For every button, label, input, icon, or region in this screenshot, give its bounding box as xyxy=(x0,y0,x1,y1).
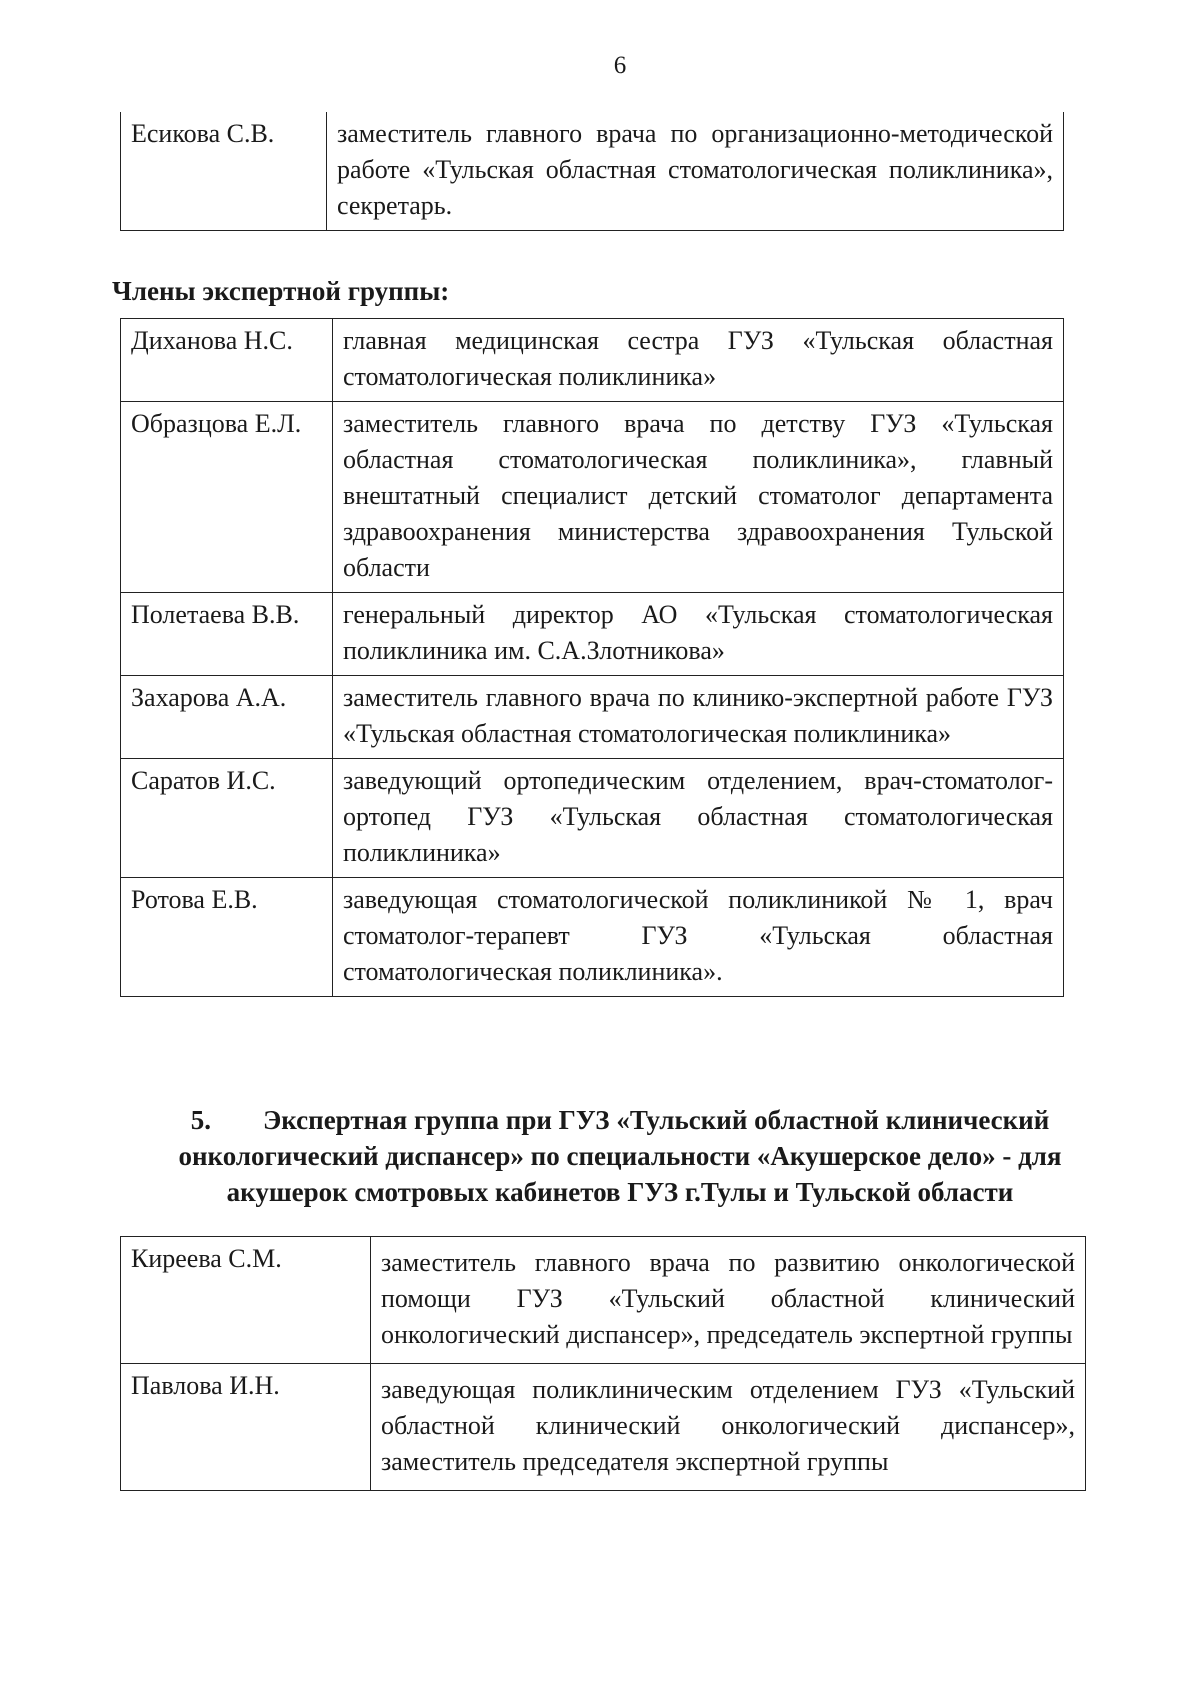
member-position: заместитель главного врача по организационно-методической работе «Тульская областная стоматологическая поликлиника», секретарь. xyxy=(327,112,1064,231)
member-position: заместитель главного врача по детству ГУЗ «Тульская областная стоматологическая поликлиника», главный внештатный специалист детский стоматолог департамента здравоохранения министерства здравоохранения Тульской области xyxy=(333,402,1064,593)
member-name: Павлова И.Н. xyxy=(121,1364,371,1491)
table-row xyxy=(121,402,1064,593)
section-5-table xyxy=(120,1236,1086,1491)
member-name: Полетаева В.В. xyxy=(121,593,333,676)
secretary-table xyxy=(120,112,1064,231)
table-row xyxy=(121,1364,1086,1491)
table-row xyxy=(121,1237,1086,1364)
page-number: 6 xyxy=(613,52,627,79)
member-name: Диханова Н.С. xyxy=(121,319,333,402)
section-number: 5. xyxy=(190,1105,211,1135)
table-row xyxy=(121,759,1064,878)
member-position: генеральный директор АО «Тульская стоматологическая поликлиника им. С.А.Злотникова» xyxy=(333,593,1064,676)
table-row xyxy=(121,593,1064,676)
member-name: Захарова А.А. xyxy=(121,676,333,759)
member-name: Киреева С.М. xyxy=(121,1237,371,1364)
table-row xyxy=(121,319,1064,402)
member-position: заведующий ортопедическим отделением, врач-стоматолог-ортопед ГУЗ «Тульская областная стоматологическая поликлиника» xyxy=(333,759,1064,878)
member-name: Саратов И.С. xyxy=(121,759,333,878)
members-table xyxy=(120,318,1064,997)
member-position: главная медицинская сестра ГУЗ «Тульская областная стоматологическая поликлиника» xyxy=(333,319,1064,402)
member-position: заместитель главного врача по развитию онкологической помощи ГУЗ «Тульский областной клинический онкологический диспансер», председатель экспертной группы xyxy=(371,1237,1086,1364)
member-position: заведующая стоматологической поликлиникой № 1, врач стоматолог-терапевт ГУЗ «Тульская областная стоматологическая поликлиника». xyxy=(333,878,1064,997)
section-title: Экспертная группа при ГУЗ «Тульский областной клинический онкологический диспансер» по специальности «Акушерское дело» - для акушерок смотровых кабинетов ГУЗ г.Тулы и Тульской области xyxy=(178,1105,1062,1207)
member-name: Есикова С.В. xyxy=(121,112,327,231)
member-position: заместитель главного врача по клинико-экспертной работе ГУЗ «Тульская областная стоматологическая поликлиника» xyxy=(333,676,1064,759)
table-row xyxy=(121,878,1064,997)
members-heading: Члены экспертной группы: xyxy=(112,276,450,306)
member-position: заведующая поликлиническим отделением ГУЗ «Тульский областной клинический онкологический диспансер», заместитель председателя экспертной группы xyxy=(371,1364,1086,1491)
member-name: Ротова Е.В. xyxy=(121,878,333,997)
table-row xyxy=(121,112,1064,231)
member-name: Образцова Е.Л. xyxy=(121,402,333,593)
section-5-heading xyxy=(150,1102,1090,1210)
table-row xyxy=(121,676,1064,759)
